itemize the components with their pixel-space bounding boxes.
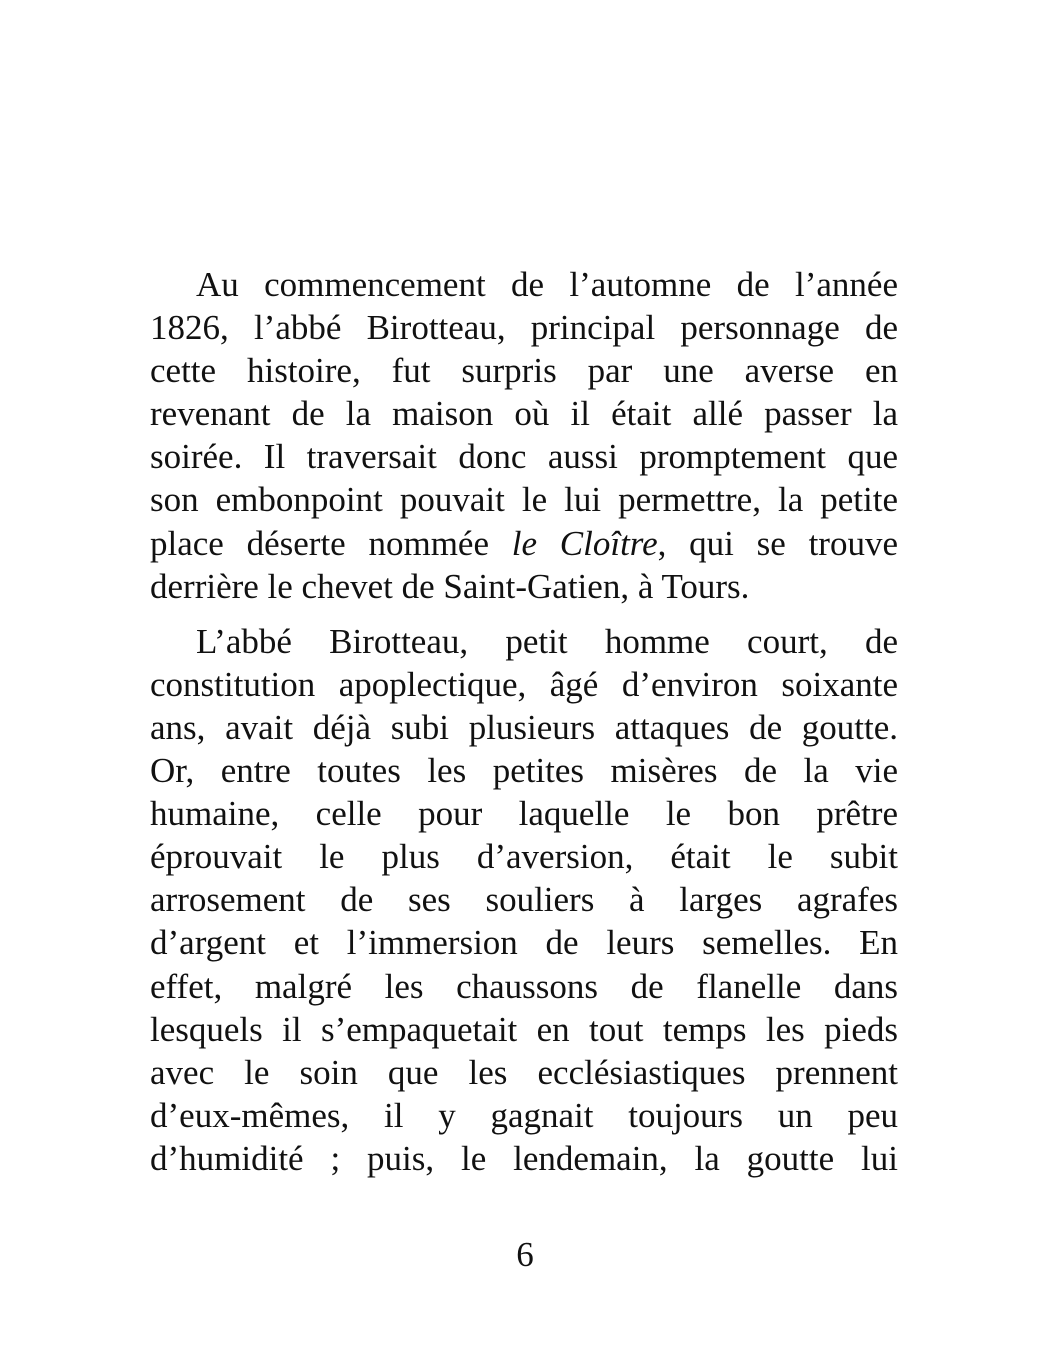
text-line: arrosement de ses souliers à larges agrafes [150, 880, 898, 920]
text-line: son embonpoint pouvait le lui permettre, la petite [150, 480, 898, 520]
text-segment: place déserte nommée [150, 523, 512, 563]
text-line: Or, entre toutes les petites misères de la vie [150, 751, 898, 791]
paragraph-2 [150, 620, 898, 1180]
text-line: avec le soin que les ecclésiastiques prennent [150, 1052, 898, 1092]
text-line: d’eux-mêmes, il y gagnait toujours un peu [150, 1095, 898, 1135]
text-line: humaine, celle pour laquelle le bon prêtre [150, 794, 898, 834]
text-line: soirée. Il traversait donc aussi promptement que [150, 437, 898, 477]
page-number: 6 [516, 1235, 534, 1274]
text-segment: , qui se trouve [657, 523, 898, 563]
text-line: constitution apoplectique, âgé d’environ soixante [150, 664, 898, 704]
text-line: d’argent et l’immersion de leurs semelles. En [150, 923, 898, 963]
text-line: effet, malgré les chaussons de flanelle dans [150, 966, 898, 1006]
text-line-with-italic [150, 522, 898, 565]
paragraph-1 [150, 263, 898, 608]
text-line: lesquels il s’empaquetait en tout temps les pieds [150, 1009, 898, 1049]
text-line: Au commencement de l’automne de l’année [196, 265, 898, 304]
italic-place-name: le Cloître [511, 523, 658, 563]
text-line: L’abbé Birotteau, petit homme court, de [196, 621, 898, 661]
text-line: cette histoire, fut surpris par une averse en [150, 351, 898, 391]
text-line: d’humidité ; puis, le lendemain, la goutte lui [150, 1138, 898, 1178]
text-line: derrière le chevet de Saint-Gatien, à Tours. [150, 566, 750, 606]
body-text [150, 263, 898, 1180]
text-line: ans, avait déjà subi plusieurs attaques de goutte. [150, 707, 898, 747]
text-line: revenant de la maison où il était allé passer la [150, 394, 898, 434]
text-line: 1826, l’abbé Birotteau, principal personnage de [150, 308, 898, 348]
text-line: éprouvait le plus d’aversion, était le subit [150, 837, 898, 877]
